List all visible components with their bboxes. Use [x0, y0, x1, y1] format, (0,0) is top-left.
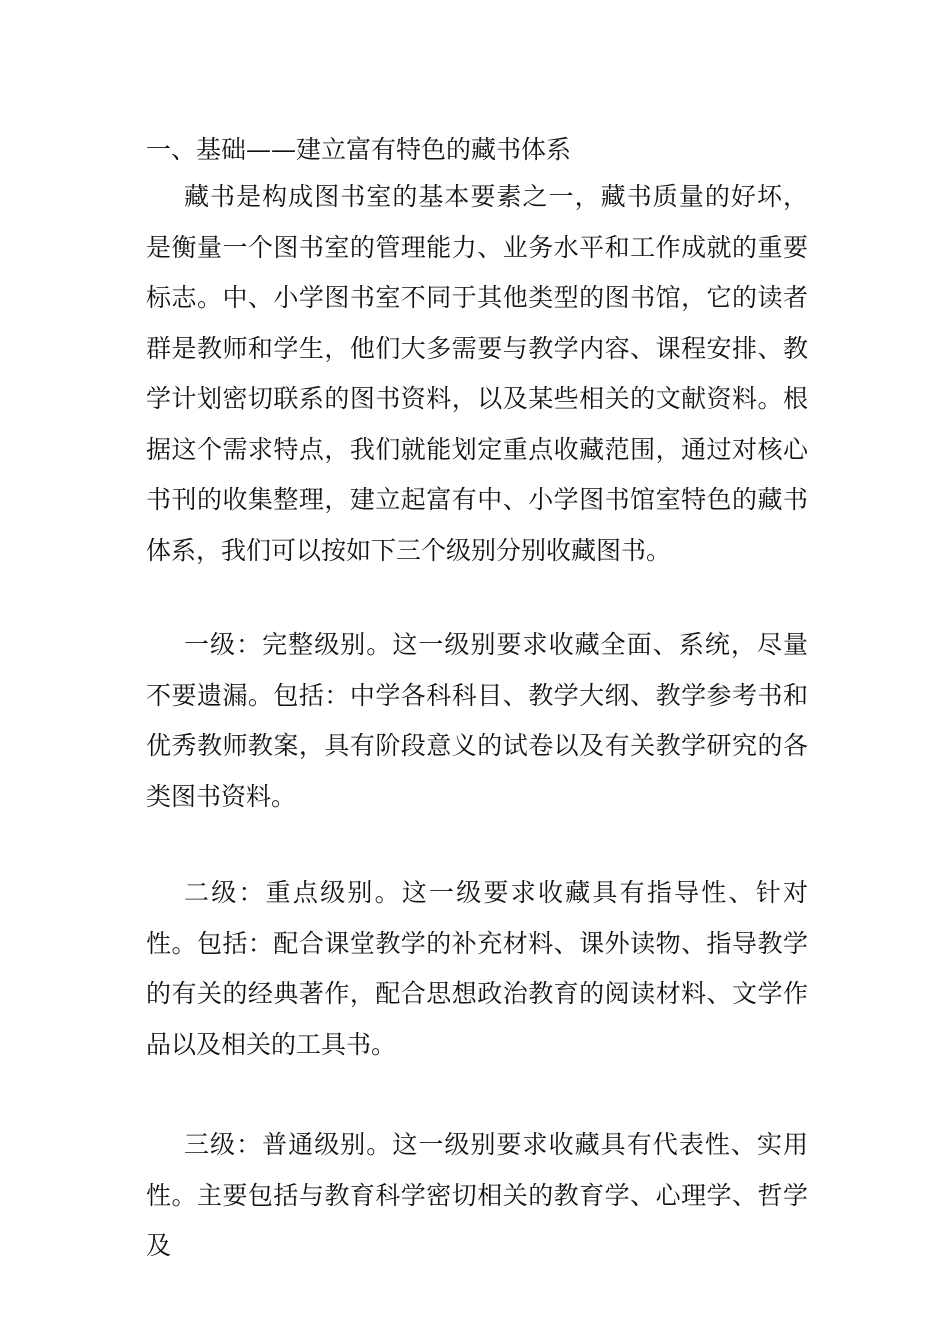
paragraph-level-two: 二级：重点级别。这一级要求收藏具有指导性、针对性。包括：配合课堂教学的补充材料、课外读物、指导教学的有关的经典著作，配合思想政治教育的阅读材料、文学作品以及相关的工具书。: [146, 878, 808, 1059]
section-heading: 一、基础——建立富有特色的藏书体系: [146, 135, 572, 164]
paragraph-level-one: 一级：完整级别。这一级别要求收藏全面、系统，尽量不要遗漏。包括：中学各科科目、教学大纲、教学参考书和优秀教师教案，具有阶段意义的试卷以及有关教学研究的各类图书资料。: [146, 630, 808, 811]
paragraph-level-three: 三级：普通级别。这一级别要求收藏具有代表性、实用性。主要包括与教育科学密切相关的教育学、心理学、哲学 及: [146, 1130, 834, 1260]
paragraph-intro: 藏书是构成图书室的基本要素之一，藏书质量的好坏，是衡量一个图书室的管理能力、业务水平和工作成就的重要标志。中、小学图书室不同于其他类型的图书馆，它的读者群是教师和学生，他们大多需要与教学内容、课程安排、教学计划密切联系的图书资料，以及某些相关的文献资料。根据这个需求特点，我们就能划定重点收藏范围，通过对核心书刊的收集整理，建立起富有中、小学图书馆室特色的藏书体系，我们可以按如下三个级别分别收藏图书。: [146, 182, 808, 565]
